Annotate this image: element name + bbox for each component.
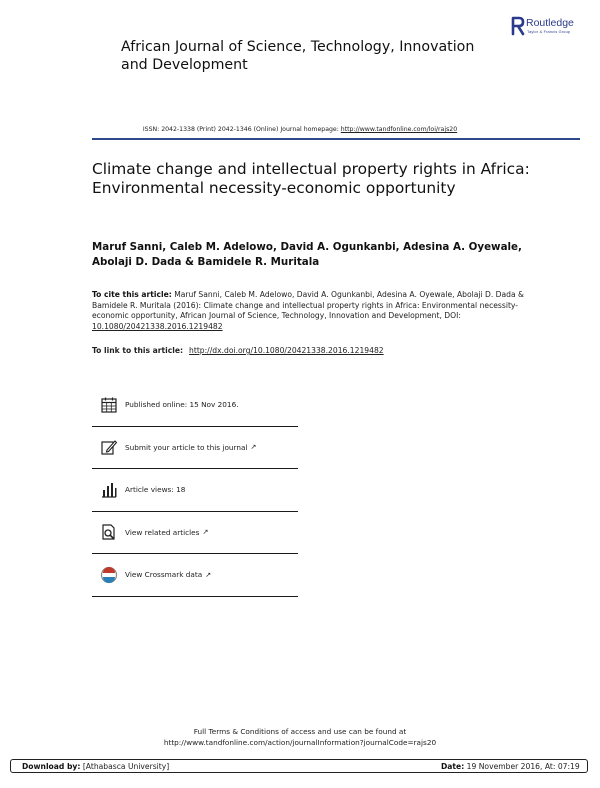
published-online-label: Published online: 15 Nov 2016.: [125, 400, 239, 410]
related-articles-item[interactable]: [92, 512, 298, 555]
issn-text: ISSN: 2042-1338 (Print) 2042-1346 (Online) Journal homepage:: [142, 126, 339, 133]
related-articles-label: View related articles: [125, 527, 200, 537]
download-date: [441, 762, 580, 771]
article-views-label: Article views: 18: [125, 485, 186, 495]
submit-article-label: Submit your article to this journal: [125, 442, 248, 452]
external-link-icon: ↗: [202, 528, 209, 537]
citation-doi-link[interactable]: 10.1080/20421338.2016.1219482: [92, 321, 223, 331]
header-divider: [92, 138, 580, 140]
citation-text: Maruf Sanni, Caleb M. Adelowo, David A. Ogunkanbi, Adesina A. Oyewale, Abolaji D. Dada & Bamidele R. Muritala (2016): Climate change and intellectual property rights in Africa: Environmental necessity-economic opportunity, African Journal of Science, Technology, Innovation and Development, DOI:: [92, 290, 524, 320]
article-authors: Maruf Sanni, Caleb M. Adelowo, David A. Ogunkanbi, Adesina A. Oyewale, Abolaji D. Dada & Bamidele R. Muritala: [92, 241, 522, 268]
article-meta-list: [92, 384, 298, 597]
search-document-icon: [100, 523, 118, 541]
link-to-article: [92, 346, 532, 357]
citation-block: [92, 290, 532, 332]
download-date-value: 19 November 2016, At: 07:19: [466, 762, 580, 771]
downloaded-by: [22, 762, 169, 771]
calendar-icon: [100, 396, 118, 414]
downloaded-by-label: Download by:: [22, 762, 81, 771]
bar-chart-icon: [100, 481, 118, 499]
issn-line: [0, 126, 600, 133]
link-to-article-label: To link to this article:: [92, 346, 184, 355]
journal-title: African Journal of Science, Technology, Innovation and Development: [121, 39, 475, 73]
article-doi-url[interactable]: http://dx.doi.org/10.1080/20421338.2016.1219482: [189, 346, 384, 355]
downloaded-by-value: [Athabasca University]: [82, 762, 170, 771]
citation-label: To cite this article:: [92, 290, 172, 299]
article-title: Climate change and intellectual property rights in Africa: Environmental necessity-economic opportunity: [92, 160, 530, 197]
submit-article-item[interactable]: [92, 427, 298, 470]
external-link-icon: ↗: [250, 443, 257, 452]
crossmark-item[interactable]: [92, 554, 298, 597]
routledge-logo-text: Routledge: [526, 17, 574, 29]
published-online-item: [92, 384, 298, 427]
edit-document-icon: [100, 438, 118, 456]
terms-line-1: Full Terms & Conditions of access and use can be found at: [193, 727, 407, 736]
crossmark-label: View Crossmark data: [125, 570, 203, 580]
routledge-logo-subtext: Taylor & Francis Group: [527, 30, 571, 34]
download-date-label: Date:: [441, 762, 465, 771]
crossmark-icon: [100, 566, 118, 584]
terms-url[interactable]: http://www.tandfonline.com/action/journalInformation?journalCode=rajs20: [163, 738, 437, 747]
terms-note: [0, 726, 600, 748]
journal-homepage-link[interactable]: http://www.tandfonline.com/loi/rajs20: [340, 126, 458, 133]
external-link-icon: ↗: [205, 570, 212, 579]
article-views-item: [92, 469, 298, 512]
